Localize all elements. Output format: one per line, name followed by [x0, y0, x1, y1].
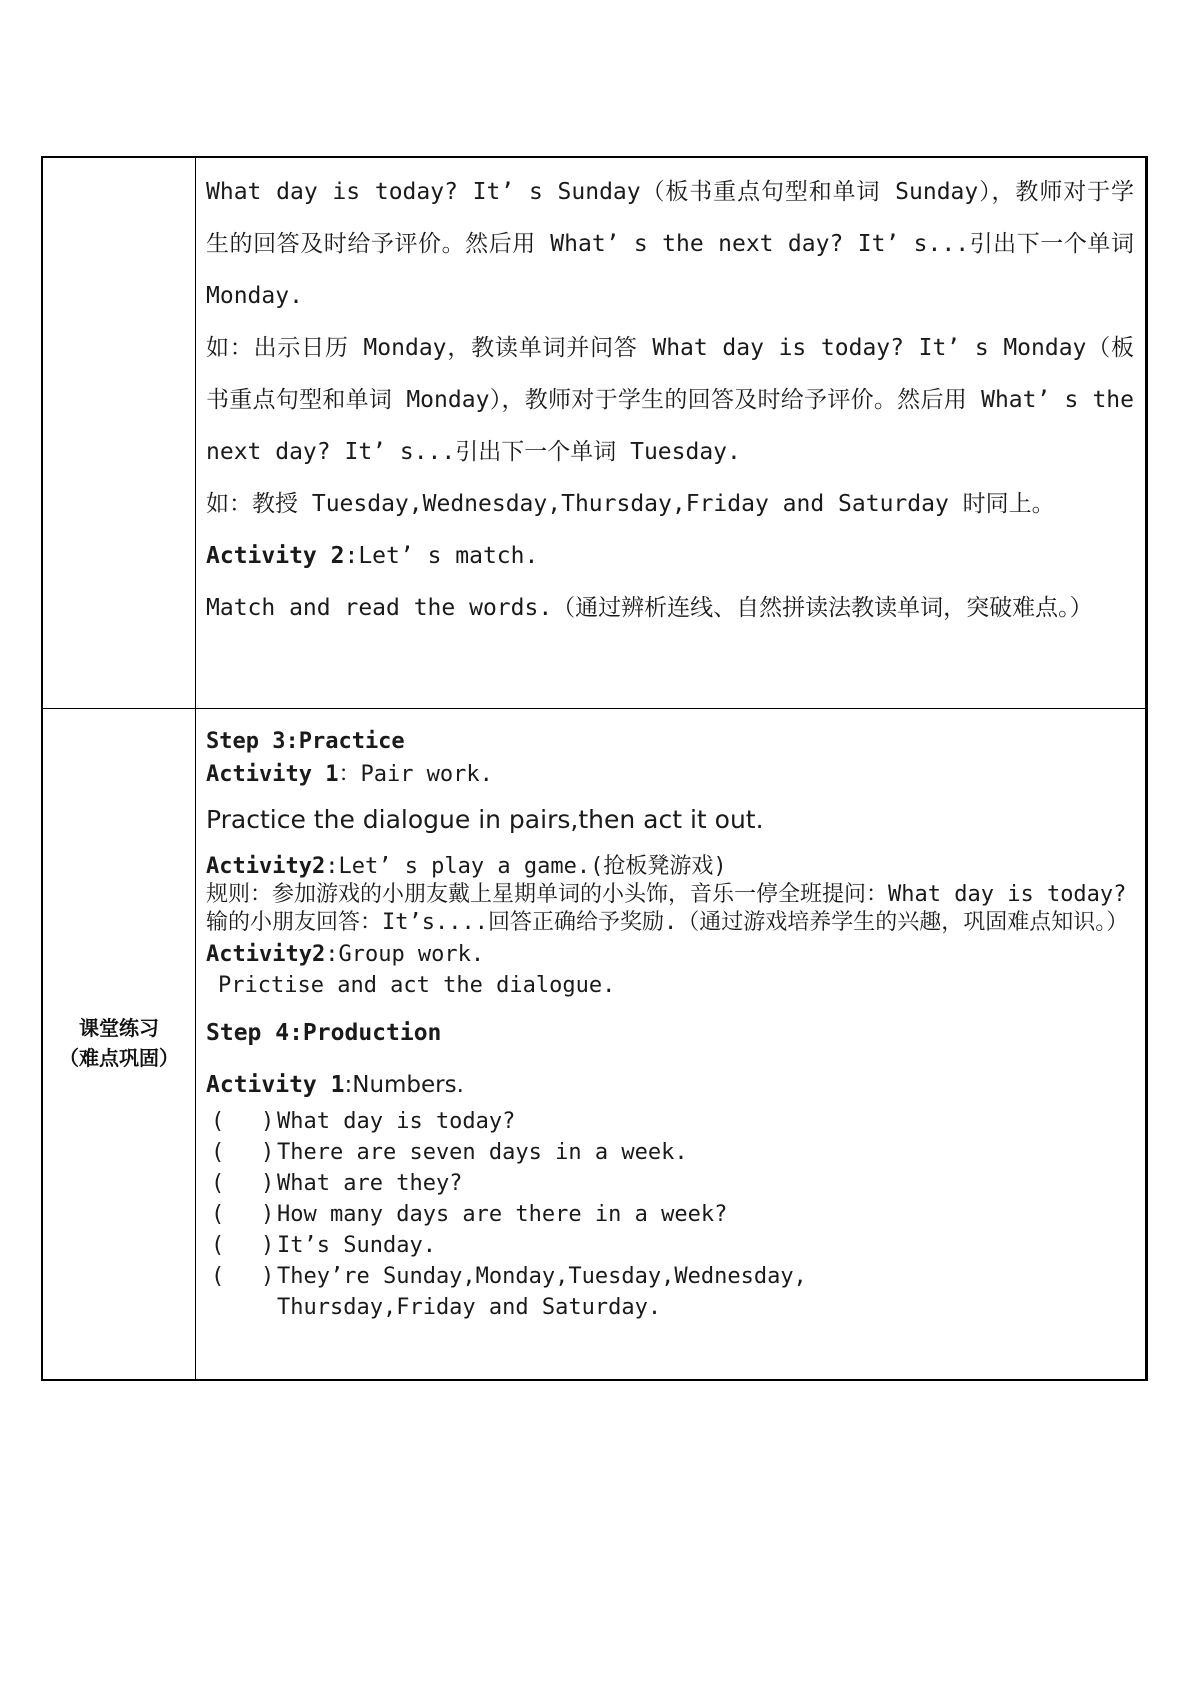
- practice-content: [196, 709, 1145, 1379]
- activity-title: :Let’ s play a game.(抢板凳游戏): [325, 854, 727, 879]
- table-row-practice: [43, 709, 1145, 1379]
- activity1-numbers: [206, 1067, 1134, 1103]
- list-item-continuation: [206, 1292, 1134, 1323]
- paragraph-monday: 如：出示日历 Monday，教读单词并问答 What day is today? It’ s Monday（板书重点句型和单词 Monday），教师对于学生的回答及时给予评价。然后用 What’ s the next day? It’ s...引出下一个单词 Tuesday.: [206, 335, 1134, 465]
- item-text: They’re Sunday,Monday,Tuesday,Wednesday,: [277, 1264, 807, 1289]
- list-item: [206, 1168, 1134, 1199]
- bracket-open: (: [211, 1171, 225, 1196]
- paragraph-other-days: 如：教授 Tuesday,Wednesday,Thursday,Friday and Saturday 时同上。: [206, 491, 1055, 517]
- item-text: What are they?: [277, 1171, 463, 1196]
- activity-title: :Let’ s match.: [344, 543, 539, 569]
- activity-label: Activity 1: [206, 1072, 345, 1098]
- step4-heading: Step 4:Production: [206, 1020, 442, 1046]
- activity-title: :Group work.: [325, 942, 485, 967]
- bracket-open: (: [211, 1233, 225, 1258]
- item-text: There are seven days in a week.: [277, 1140, 688, 1165]
- bracket-close: ): [261, 1171, 275, 1196]
- activity-match-heading: [206, 530, 1134, 582]
- presentation-content: [196, 158, 1145, 708]
- practice-instruction: Practice the dialogue in pairs,then act it out.: [206, 805, 764, 834]
- bracket-open: (: [211, 1140, 225, 1165]
- item-text: How many days are there in a week?: [277, 1202, 728, 1227]
- step3-heading: Step 3:Practice: [206, 729, 405, 754]
- activity-label: Activity2: [206, 942, 326, 967]
- table-row-presentation: [43, 158, 1145, 709]
- activity2-game: [206, 853, 1134, 881]
- item-text: What day is today?: [277, 1109, 516, 1134]
- list-item: [206, 1106, 1134, 1137]
- ordering-exercise-list: [206, 1106, 1134, 1323]
- item-text: It’s Sunday.: [277, 1233, 436, 1258]
- item-text: Thursday,Friday and Saturday.: [277, 1295, 662, 1320]
- bracket-close: ): [261, 1264, 275, 1289]
- list-item: [206, 1137, 1134, 1168]
- activity-label: Activity 2: [206, 543, 345, 569]
- list-item: [206, 1199, 1134, 1230]
- bracket-close: ): [261, 1202, 275, 1227]
- game-rules: 规则：参加游戏的小朋友戴上星期单词的小头饰，音乐一停全班提问：What day is today?输的小朋友回答：It’s....回答正确给予奖励.（通过游戏培养学生的兴趣，巩固难点知识。）: [206, 882, 1129, 935]
- lesson-plan-table: [41, 156, 1148, 1381]
- activity1-pair-work: [206, 758, 1134, 791]
- activity-title: :Numbers.: [344, 1072, 464, 1098]
- bracket-open: (: [211, 1264, 225, 1289]
- group-work-instruction: Prictise and act the dialogue.: [218, 973, 616, 998]
- paragraph-match: Match and read the words.（通过辨析连线、自然拼读法教读单词，突破难点。）: [206, 595, 1093, 621]
- bracket-close: ): [261, 1233, 275, 1258]
- list-item: [206, 1261, 1134, 1292]
- activity-label: Activity2: [206, 854, 326, 879]
- paragraph-sunday: What day is today? It’ s Sunday（板书重点句型和单词 Sunday），教师对于学生的回答及时给予评价。然后用 What’ s the next day? It’ s...引出下一个单词 Monday.: [206, 179, 1134, 309]
- activity2-group-work: [206, 940, 1134, 970]
- label-line-2: （难点巩固）: [59, 1048, 179, 1070]
- bracket-open: (: [211, 1202, 225, 1227]
- bracket-open: (: [211, 1109, 225, 1134]
- bracket-close: ): [261, 1140, 275, 1165]
- activity-title: ：Pair work.: [338, 762, 493, 787]
- activity-label: Activity 1: [206, 762, 339, 787]
- list-item: [206, 1230, 1134, 1261]
- row-label-empty: [43, 158, 196, 708]
- row-label-practice: [43, 709, 196, 1379]
- label-line-1: 课堂练习: [79, 1018, 159, 1040]
- bracket-close: ): [261, 1109, 275, 1134]
